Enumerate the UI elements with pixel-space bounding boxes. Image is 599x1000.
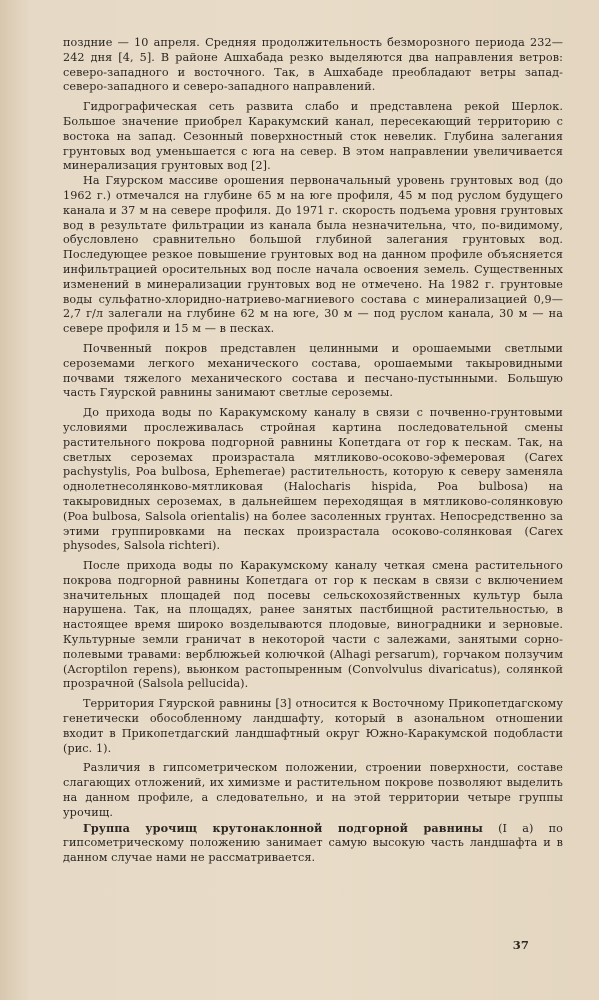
paragraph: До прихода воды по Каракумскому каналу в связи с почвенно-грунтовыми условиями прослеживалась стройная картина последовательной смены растительного покрова подгорной равнины Копетдага от гор к пескам. Так, на светлых сероземах произрастала мятликово-осоково-эфемеровая (Carex pachystylis, Poa bulbosa, Ephemerae) растительность, которую к северу заменяла однолетнесолянково-мятликовая (Halocharis hispida, Poa bulbosa) на такыровидных сероземах, в дальнейшем переходящая в мятликово-солянковую (Poa bulbosa, Salsola orientalis) на более засоленных грунтах. Непосредственно за этими группировками на песках произрастала осоково-солянковая (Carex physodes, Salsola richteri). <box>63 406 563 553</box>
paragraph-text: (I а) по гипсометрическому положению занимает самую высокую часть ландшафта и в данном случае нами не рассматривается. <box>63 821 563 865</box>
body-text <box>63 36 563 821</box>
paragraph-urochishcha-group <box>63 821 563 866</box>
paragraph: Гидрографическая сеть развита слабо и представлена рекой Шерлок. Большое значение приобрел Каракумский канал, пересекающий территорию с востока на запад. Сезонный поверхностный сток невелик. Глубина залегания грунтовых вод уменьшается с юга на север. В этом направлении увеличивается минерализация грунтовых вод [2]. <box>63 100 563 173</box>
paragraph: Почвенный покров представлен целинными и орошаемыми светлыми сероземами легкого механического состава, орошаемыми такыровидными почвами тяжелого механического состава и песчано-пустынными. Большую часть Гяурской равнины занимают светлые сероземы. <box>63 341 563 400</box>
paragraph: После прихода воды по Каракумскому каналу четкая смена растительного покрова подгорной равнины Копетдага от гор к пескам в связи с включением значительных площадей под посевы сельскохозяйственных культур была нарушена. Так, на площадях, ранее занятых пастбищной растительностью, в настоящее время широко возделываются плодовые, виноградники и зерновые. Культурные земли граничат в некоторой части с залежами, занятыми сорно-полевыми травами: верблюжьей колючкой (Alhagi persarum), горчаком ползучим (Acroptilon repens), вьюнком растопыренным (Convolvulus divaricatus), солянкой прозрачной (Salsola pellucida). <box>63 559 563 691</box>
paragraph: На Гяурском массиве орошения первоначальный уровень грунтовых вод (до 1962 г.) отмечался на глубине 65 м на юге профиля, 45 м под руслом будущего канала и 37 м на севере профиля. До 1971 г. скорость подъема уровня грунтовых вод в результате фильтрации из канала была незначительна, что, по-видимому, обусловлено сравнительно большой глубиной залегания грунтовых вод. Последующее резкое повышение грунтовых вод на данном профиле объясняется инфильтрацией оросительных вод после начала освоения земель. Существенных изменений в минерализации грунтовых вод не отмечено. На 1982 г. грунтовые воды сульфатно-хлоридно-натриево-магниевого состава с минерализацией 0,9—2,7 г/л залегали на глубине 62 м на юге, 30 м — под руслом канала, 30 м — на севере профиля и 15 м — в песках. <box>63 174 563 336</box>
page-number: 37 <box>512 938 529 953</box>
paragraph: Территория Гяурской равнины [3] относится к Восточному Прикопетдагскому генетически обособленному ландшафту, который в азональном отношении входит в Прикопетдагский ландшафтный округ Южно-Каракумской подобласти (рис. 1). <box>63 697 563 755</box>
bold-lead-text: Группа урочищ крутонаклонной подгорной равнины <box>83 820 483 835</box>
paragraph: поздние — 10 апреля. Средняя продолжительность безморозного периода 232—242 дня [4, 5]. В районе Ашхабада резко выделяются два направления ветров: северо-западного и восточного. Так, в Ашхабаде преобладают ветры запад-северо-западного и северо-западного направлений. <box>63 36 563 94</box>
paragraph: Различия в гипсометрическом положении, строении поверхности, составе слагающих отложений, их химизме и растительном покрове позволяют выделить на данном профиле, а следовательно, и на этой территории четыре группы урочищ. <box>63 761 563 819</box>
